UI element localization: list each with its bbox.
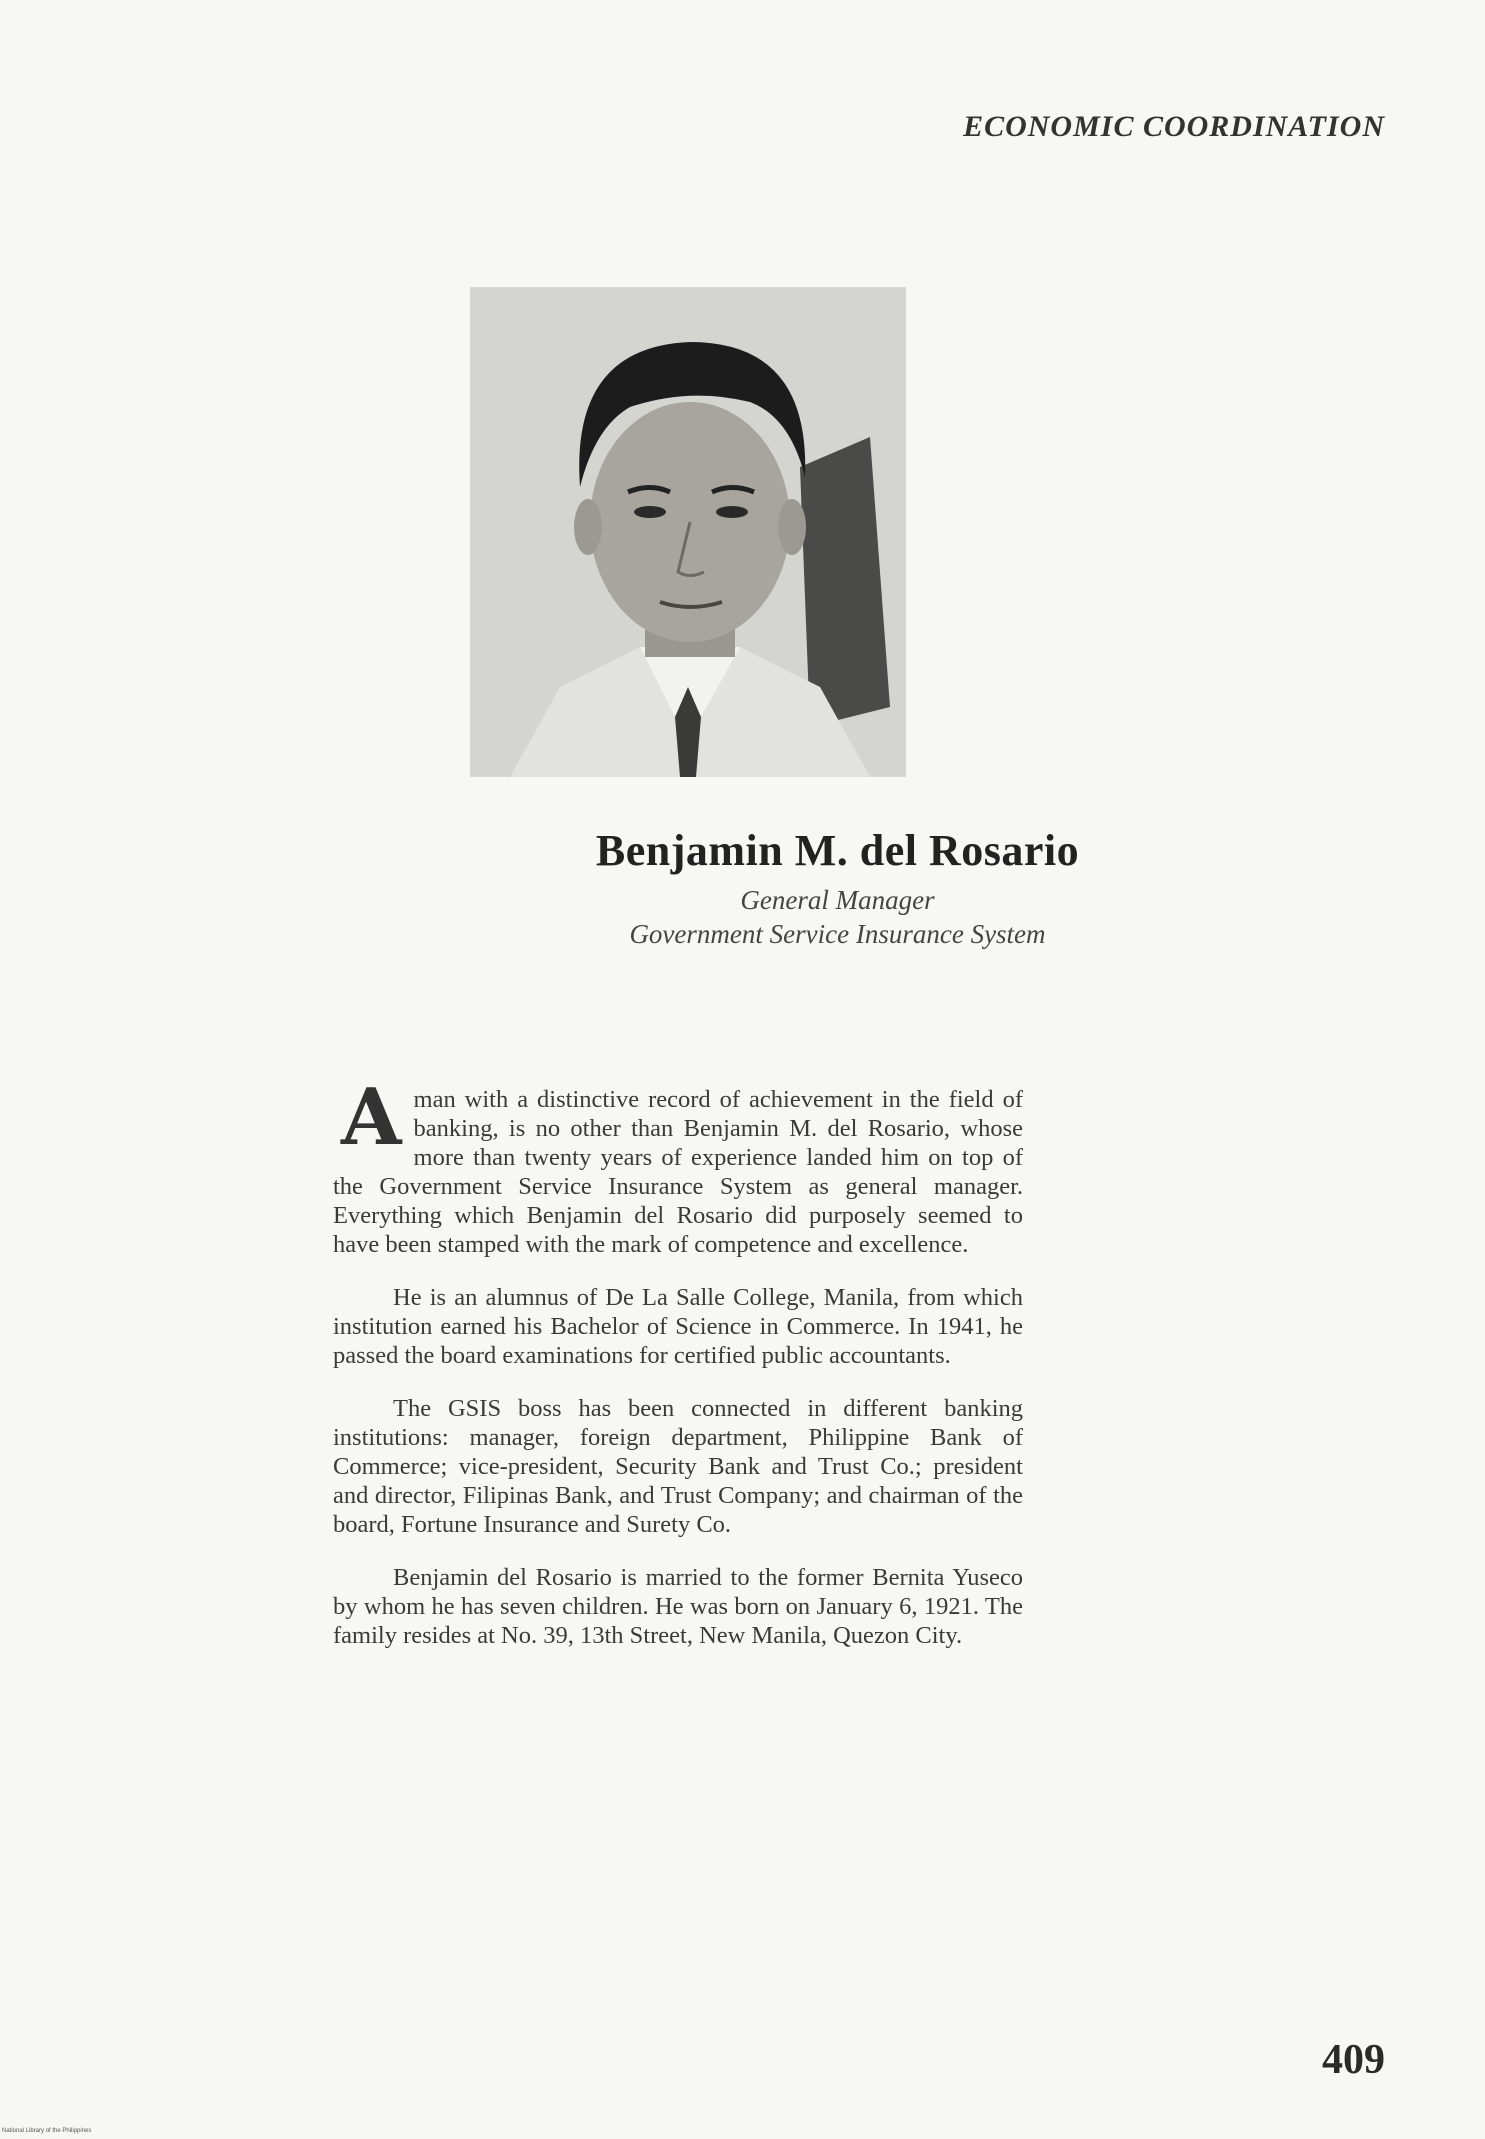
- person-organization: Government Service Insurance System: [629, 919, 1046, 949]
- portrait-illustration: [470, 287, 906, 777]
- article-body: [333, 1072, 1023, 1674]
- paragraph-3: The GSIS boss has been connected in different banking institutions: manager, foreign department, Philippine Bank of Commerce; vice-president, Security Bank and Trust Co.; president and director, Filipinas Bank, and Trust Company; and chairman of the board, Fortune Insurance and Surety Co.: [333, 1395, 1023, 1538]
- paragraph-4: Benjamin del Rosario is married to the former Bernita Yuseco by whom he has seven children. He was born on January 6, 1921. The family resides at No. 39, 13th Street, New Manila, Quezon City.: [333, 1564, 1023, 1649]
- portrait-photo: [470, 287, 906, 777]
- archive-note: National Library of the Philippines: [2, 2128, 92, 2134]
- paragraph-1: [333, 1072, 1023, 1259]
- page-number: 409: [1322, 2037, 1385, 2083]
- paragraph-1-text: man with a distinctive record of achievement in the field of banking, is no other than Benjamin M. del Rosario, whose more than twenty years of experience landed him on top of the Government Service Insurance System as general manager. Everything which Benjamin del Rosario did purposely seemed to have been stamped with the mark of competence and excellence.: [333, 1086, 1023, 1258]
- person-name: Benjamin M. del Rosario: [595, 826, 1080, 875]
- drop-cap: A: [341, 1072, 402, 1163]
- person-position: General Manager: [740, 885, 935, 915]
- running-head: ECONOMIC COORDINATION: [963, 110, 1385, 143]
- paragraph-2: He is an alumnus of De La Salle College, Manila, from which institution earned his Bachelor of Science in Commerce. In 1941, he passed the board examinations for certified public accountants.: [333, 1284, 1023, 1369]
